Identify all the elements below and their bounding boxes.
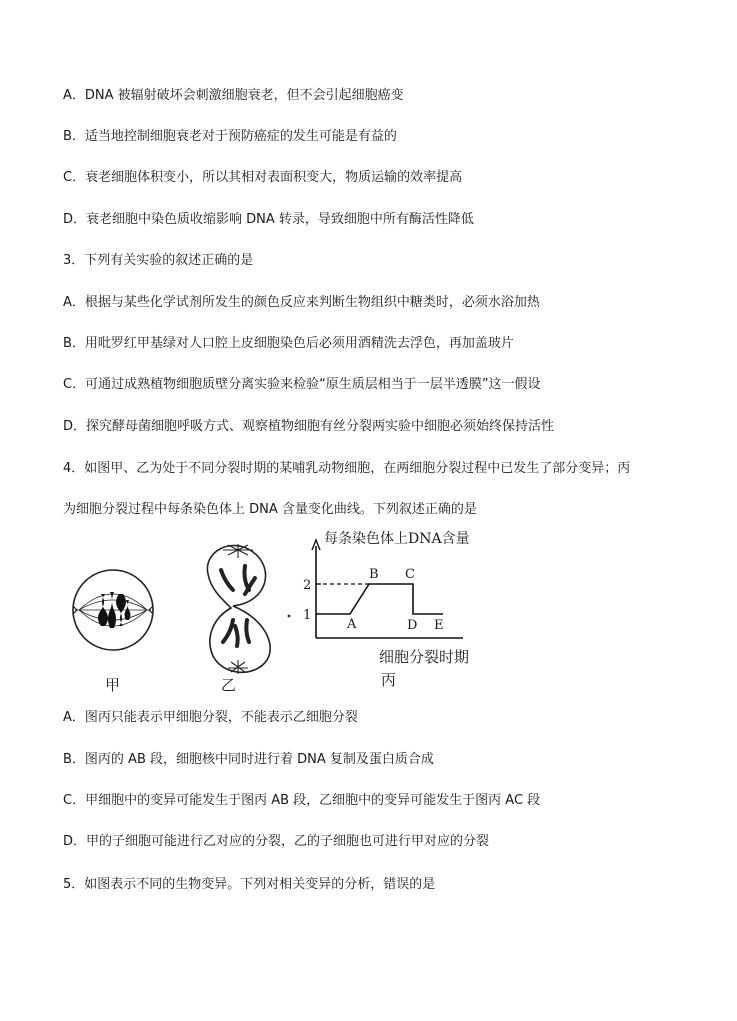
question-5-stem: 5．如图表示不同的生物变异。下列对相关变异的分析，错误的是 bbox=[63, 877, 436, 892]
graph-xlabel: 细胞分裂时期 bbox=[379, 648, 470, 666]
cell-jia-label: 甲 bbox=[105, 676, 121, 694]
option-2a: A．DNA 被辐射破坏会刺激细胞衰老，但不会引起细胞癌变 bbox=[63, 88, 404, 103]
figure-svg bbox=[63, 530, 493, 695]
question-3-stem: 3．下列有关实验的叙述正确的是 bbox=[63, 253, 254, 268]
option-4b: B．图丙的 AB 段，细胞核中同时进行着 DNA 复制及蛋白质合成 bbox=[63, 752, 434, 767]
option-4a: A．图丙只能表示甲细胞分裂，不能表示乙细胞分裂 bbox=[63, 710, 358, 725]
question-4-stem-line2: 为细胞分裂过程中每条染色体上 DNA 含量变化曲线。下列叙述正确的是 bbox=[63, 502, 477, 517]
graph-curve bbox=[316, 584, 443, 614]
cell-jia-drawing bbox=[73, 570, 153, 650]
option-2c: C．衰老细胞体积变小，所以其相对表面积变大，物质运输的效率提高 bbox=[63, 170, 463, 185]
option-2b: B．适当地控制细胞衰老对于预防癌症的发生可能是有益的 bbox=[63, 129, 397, 144]
option-4d: D．甲的子细胞可能进行乙对应的分裂，乙的子细胞也可进行甲对应的分裂 bbox=[63, 834, 490, 849]
question-4-stem-line1: 4．如图甲、乙为处于不同分裂时期的某哺乳动物细胞，在两细胞分裂过程中已发生了部分变异；丙 bbox=[63, 461, 631, 476]
cell-yi-label: 乙 bbox=[221, 676, 237, 694]
graph-ytick-label-1: 1 bbox=[303, 608, 312, 623]
option-3a: A．根据与某些化学试剂所发生的颜色反应来判断生物组织中糖类时，必须水浴加热 bbox=[63, 295, 540, 310]
graph-point-d: D bbox=[407, 618, 418, 633]
cell-yi-drawing bbox=[207, 544, 270, 674]
graph-ytick-label-2: 2 bbox=[303, 578, 312, 593]
graph-point-c: C bbox=[405, 567, 415, 582]
graph-bing bbox=[303, 530, 470, 689]
graph-caption: 丙 bbox=[381, 671, 397, 689]
option-3c: C．可通过成熟植物细胞质壁分离实验来检验“原生质层相当于一层半透膜”这一假设 bbox=[63, 377, 541, 392]
separator-dot bbox=[288, 615, 291, 618]
option-3d: D．探究酵母菌细胞呼吸方式、观察植物细胞有丝分裂两实验中细胞必须始终保持活性 bbox=[63, 419, 555, 434]
graph-point-b: B bbox=[369, 567, 379, 582]
option-3b: B．用吡罗红甲基绿对人口腔上皮细胞染色后必须用酒精洗去浮色，再加盖玻片 bbox=[63, 336, 514, 351]
option-4c: C．甲细胞中的变异可能发生于图丙 AB 段，乙细胞中的变异可能发生于图丙 AC 段 bbox=[63, 793, 541, 808]
option-2d: D．衰老细胞中染色质收缩影响 DNA 转录，导致细胞中所有酶活性降低 bbox=[63, 212, 474, 227]
graph-ylabel: 每条染色体上DNA含量 bbox=[324, 531, 470, 547]
graph-point-e: E bbox=[434, 618, 444, 633]
question-4-figure bbox=[63, 530, 493, 695]
graph-point-a: A bbox=[347, 617, 357, 632]
